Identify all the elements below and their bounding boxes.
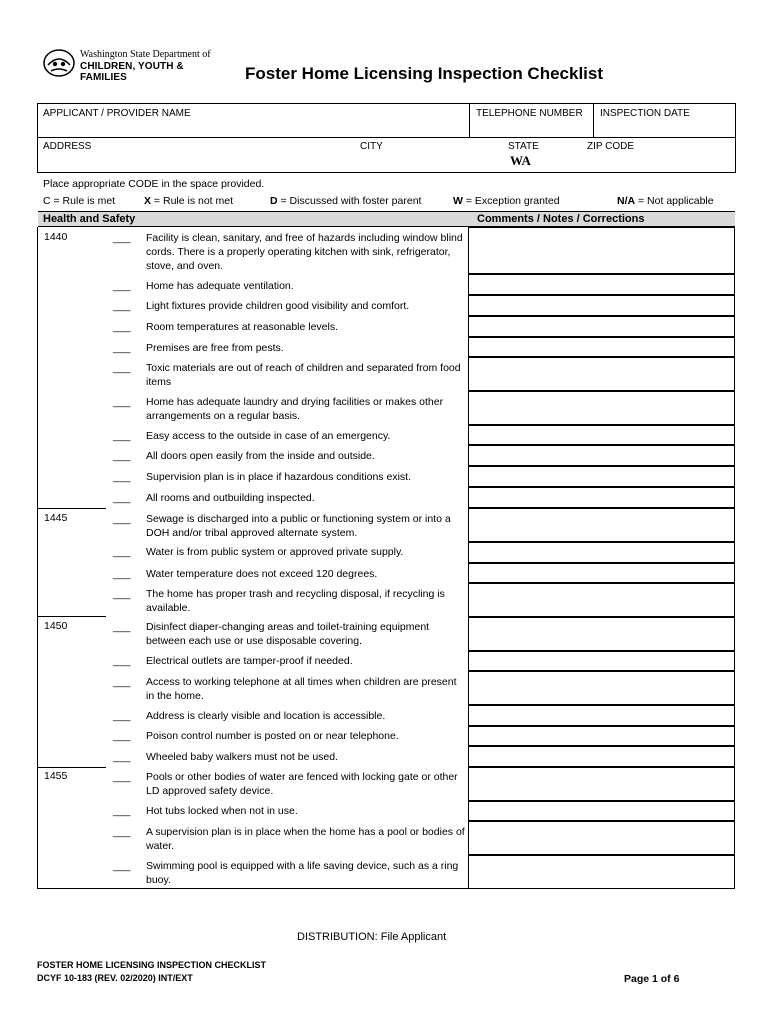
item-text: Electrical outlets are tamper-proof if needed.	[146, 655, 353, 667]
code-legend-x	[144, 195, 233, 207]
code-letter: C	[43, 195, 51, 207]
comment-box[interactable]	[468, 563, 735, 583]
comments-header: Comments / Notes / Corrections	[477, 213, 645, 225]
code-blank-field[interactable]: ___	[113, 471, 131, 483]
item-text: All rooms and outbuilding inspected.	[146, 492, 315, 504]
code-blank-field[interactable]: ___	[113, 492, 131, 504]
item-text: Premises are free from pests.	[146, 342, 284, 354]
comment-box[interactable]	[468, 295, 735, 316]
agency-logo	[42, 47, 212, 83]
form-title-footer: FOSTER HOME LICENSING INSPECTION CHECKLIST	[37, 960, 267, 970]
code-blank-field[interactable]: ___	[113, 546, 131, 558]
applicant-name-field[interactable]: APPLICANT / PROVIDER NAME	[43, 108, 191, 119]
code-blank-field[interactable]: ___	[113, 860, 131, 872]
divider	[593, 103, 594, 137]
code-blank-field[interactable]: ___	[113, 342, 131, 354]
comment-box[interactable]	[468, 425, 735, 445]
comment-box[interactable]	[468, 767, 735, 801]
code-blank-field[interactable]: ___	[113, 771, 131, 783]
item-text: Easy access to the outside in case of an emergency.	[146, 430, 391, 442]
code-blank-field[interactable]: ___	[113, 655, 131, 667]
rule-number: 1455	[44, 770, 68, 782]
divider	[37, 137, 736, 138]
code-blank-field[interactable]: ___	[113, 751, 131, 763]
code-legend-c	[43, 195, 115, 207]
rule-divider	[37, 616, 106, 617]
code-letter: N/A	[617, 195, 636, 207]
item-text: Light fixtures provide children good visibility and comfort.	[146, 300, 410, 312]
item-text: Poison control number is posted on or near telephone.	[146, 730, 399, 742]
comment-box[interactable]	[468, 337, 735, 357]
item-text: Supervision plan is in place if hazardous conditions exist.	[146, 471, 411, 483]
code-meaning: = Rule is not met	[151, 195, 234, 207]
zip-code-field[interactable]: ZIP CODE	[587, 141, 635, 152]
address-field[interactable]: ADDRESS	[43, 141, 92, 152]
comment-box[interactable]	[468, 274, 735, 295]
item-text: Facility is clean, sanitary, and free of hazards including window blind cords. There is a properly operating kitchen with sink, refrigerator, stove, and oven.	[146, 232, 463, 272]
code-blank-field[interactable]: ___	[113, 826, 131, 838]
comment-box[interactable]	[468, 651, 735, 671]
rule-number: 1450	[44, 620, 68, 632]
comment-box[interactable]	[468, 508, 735, 542]
code-legend-na	[617, 195, 714, 207]
comment-box[interactable]	[468, 391, 735, 425]
item-text: Water temperature does not exceed 120 degrees.	[146, 568, 378, 580]
checklist-left-border	[37, 227, 38, 888]
distribution-note: DISTRIBUTION: File Applicant	[297, 931, 447, 943]
comment-box[interactable]	[468, 445, 735, 466]
code-letter: W	[453, 195, 463, 207]
code-letter: D	[270, 195, 278, 207]
code-blank-field[interactable]: ___	[113, 568, 131, 580]
code-blank-field[interactable]: ___	[113, 513, 131, 525]
code-blank-field[interactable]: ___	[113, 430, 131, 442]
comment-box[interactable]	[468, 821, 735, 855]
comment-box[interactable]	[468, 357, 735, 391]
item-text: Swimming pool is equipped with a life saving device, such as a ring buoy.	[146, 860, 459, 886]
comment-box[interactable]	[468, 671, 735, 705]
comment-box[interactable]	[468, 617, 735, 651]
code-blank-field[interactable]: ___	[113, 805, 131, 817]
item-text: Address is clearly visible and location is accessible.	[146, 710, 386, 722]
rule-divider	[37, 767, 106, 768]
item-text: Home has adequate ventilation.	[146, 280, 294, 292]
code-legend-d	[270, 195, 421, 207]
comment-box[interactable]	[468, 801, 735, 821]
comment-box[interactable]	[468, 855, 735, 889]
code-blank-field[interactable]: ___	[113, 676, 131, 688]
telephone-field[interactable]: TELEPHONE NUMBER	[476, 108, 583, 119]
code-blank-field[interactable]: ___	[113, 710, 131, 722]
item-text: Room temperatures at reasonable levels.	[146, 321, 339, 333]
item-text: All doors open easily from the inside and outside.	[146, 450, 375, 462]
agency-emblem-icon	[42, 47, 76, 79]
rule-number: 1445	[44, 512, 68, 524]
item-text: Sewage is discharged into a public or functioning system or into a DOH and/or tribal approved alternate system.	[146, 513, 451, 539]
code-blank-field[interactable]: ___	[113, 321, 131, 333]
item-text: A supervision plan is in place when the home has a pool or bodies of water.	[146, 826, 465, 852]
instructions-text: Place appropriate CODE in the space provided.	[43, 178, 265, 190]
page-title: Foster Home Licensing Inspection Checklist	[245, 64, 604, 83]
code-blank-field[interactable]: ___	[113, 280, 131, 292]
item-text: Disinfect diaper-changing areas and toilet-training equipment between each use or use disposable covering.	[146, 621, 430, 647]
code-blank-field[interactable]: ___	[113, 450, 131, 462]
city-field[interactable]: CITY	[360, 141, 383, 152]
comment-box[interactable]	[468, 227, 735, 274]
code-blank-field[interactable]: ___	[113, 300, 131, 312]
state-field[interactable]: WA	[510, 153, 531, 168]
section-title: Health and Safety	[43, 213, 136, 225]
code-letter: X	[144, 195, 152, 207]
code-blank-field[interactable]: ___	[113, 730, 131, 742]
item-text: The home has proper trash and recycling disposal, if recycling is available.	[146, 588, 445, 614]
comment-box[interactable]	[468, 726, 735, 746]
checklist-bottom-border	[37, 888, 468, 889]
state-field-label: STATE	[508, 141, 539, 152]
section-header	[38, 211, 735, 227]
comment-box[interactable]	[468, 487, 735, 508]
code-blank-field[interactable]: ___	[113, 232, 131, 244]
form-number: DCYF 10-183 (REV. 02/2020) INT/EXT	[37, 973, 193, 983]
divider	[469, 103, 470, 137]
comment-box[interactable]	[468, 316, 735, 337]
comment-box[interactable]	[468, 705, 735, 726]
code-meaning: = Not applicable	[635, 195, 714, 207]
code-legend-w	[453, 195, 560, 207]
code-blank-field[interactable]: ___	[113, 588, 131, 600]
agency-name-line1: Washington State Department of	[80, 49, 211, 60]
code-blank-field[interactable]: ___	[113, 362, 131, 374]
code-meaning: = Discussed with foster parent	[277, 195, 422, 207]
item-text: Hot tubs locked when not in use.	[146, 805, 298, 817]
item-text: Pools or other bodies of water are fenced with locking gate or other LD approved safety device.	[146, 771, 458, 797]
code-blank-field[interactable]: ___	[113, 396, 131, 408]
comment-box[interactable]	[468, 466, 735, 487]
comment-box[interactable]	[468, 746, 735, 767]
rule-divider	[37, 508, 106, 509]
code-blank-field[interactable]: ___	[113, 621, 131, 633]
agency-name-line2: CHILDREN, YOUTH & FAMILIES	[80, 61, 184, 83]
code-meaning: = Exception granted	[462, 195, 560, 207]
item-text: Home has adequate laundry and drying facilities or makes other arrangements on a regular basis.	[146, 396, 444, 422]
comment-box[interactable]	[468, 583, 735, 617]
item-text: Water is from public system or approved private supply.	[146, 546, 404, 558]
item-text: Access to working telephone at all times when children are present in the home.	[146, 676, 457, 702]
item-text: Wheeled baby walkers must not be used.	[146, 751, 339, 763]
item-text: Toxic materials are out of reach of children and separated from food items	[146, 362, 461, 388]
rule-number: 1440	[44, 231, 68, 243]
page-number: Page 1 of 6	[624, 973, 680, 985]
code-meaning: = Rule is met	[50, 195, 116, 207]
inspection-date-field[interactable]: INSPECTION DATE	[600, 108, 690, 119]
comment-box[interactable]	[468, 542, 735, 563]
